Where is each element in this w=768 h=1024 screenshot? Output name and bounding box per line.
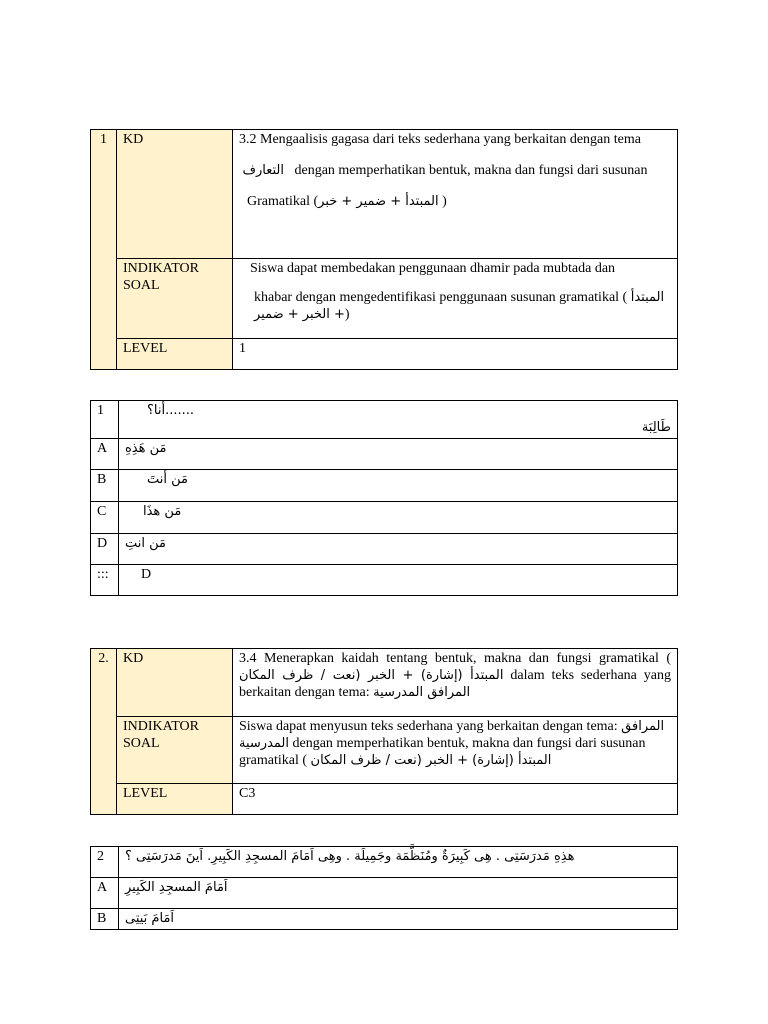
option-row bbox=[91, 470, 678, 502]
indikator-text-1: Siswa dapat menyusun teks sederhana yang berkaitan dengan tema: bbox=[239, 719, 618, 734]
answer-value: D bbox=[119, 565, 678, 596]
answer-label: ::: bbox=[91, 565, 119, 596]
indikator-description bbox=[233, 717, 678, 784]
option-row bbox=[91, 534, 678, 565]
indikator-grammar-arabic: المبتدأ (إشارة) + الخبر (نعت / ظرف المكان bbox=[310, 753, 552, 768]
kd-line-3-prefix: Gramatikal ( bbox=[247, 194, 319, 209]
kd-theme-arabic: المرافق المدرسية bbox=[373, 685, 471, 700]
kd-description bbox=[233, 649, 678, 717]
indikator-theme-arabic: المرافق المدرسية bbox=[239, 719, 665, 751]
indikator-arabic: المبتدأ + الخبر + ضمير bbox=[254, 290, 665, 322]
kd-line-3 bbox=[239, 193, 671, 210]
kd-table-2 bbox=[90, 648, 678, 815]
option-row bbox=[91, 909, 678, 930]
option-text: مَن هَذِهِ bbox=[119, 439, 678, 470]
kd-text-2: dalam teks sederhana yang berkaitan dengan tema: bbox=[239, 668, 671, 700]
question-stem: هذِهِ مَدرَسَتِى . هِى كَبِيرَةٌ ومُنَظَّمَة وجَمِيلَة . وهِى اَمَامَ المسجِدِ الكَبِيرِ. اَينَ مَدرَسَتِى ؟ bbox=[119, 847, 678, 878]
option-text: مَن هذَا bbox=[119, 502, 678, 534]
question-table-2 bbox=[90, 846, 678, 930]
option-letter: C bbox=[91, 502, 119, 534]
level-label: LEVEL bbox=[117, 339, 233, 370]
question-number: 1 bbox=[91, 401, 119, 439]
option-row bbox=[91, 878, 678, 909]
option-text: مَن أنتَ bbox=[119, 470, 678, 502]
kd-grammar-arabic: المبتدأ + ضمير + خبر bbox=[318, 194, 439, 209]
kd-line-1: 3.2 Mengaalisis gagasa dari teks sederhana yang berkaitan dengan tema bbox=[239, 132, 641, 147]
kd-theme-arabic: التعارف bbox=[242, 163, 284, 178]
option-text: اَمَامَ المسجِدِ الكَبِيرِ bbox=[119, 878, 678, 909]
question-table-1 bbox=[90, 400, 678, 596]
item-number: 2. bbox=[91, 649, 117, 815]
indikator-p2-prefix: khabar dengan mengedentifikasi penggunaan susunan gramatikal ( bbox=[254, 290, 628, 305]
item-number: 1 bbox=[91, 130, 117, 370]
indikator-p1: Siswa dapat membedakan penggunaan dhamir pada mubtada dan bbox=[250, 261, 616, 276]
question-stem-line-1: أنا؟....... bbox=[147, 403, 195, 418]
indikator-label: INDIKATOR SOAL bbox=[117, 717, 233, 784]
question-stem-line-2: طَالِبَة bbox=[641, 420, 671, 435]
option-row bbox=[91, 439, 678, 470]
option-text: مَن انتِ bbox=[119, 534, 678, 565]
question-stem bbox=[119, 401, 678, 439]
kd-table-1 bbox=[90, 129, 678, 370]
level-value: 1 bbox=[233, 339, 678, 370]
indikator-label: INDIKATOR SOAL bbox=[117, 259, 233, 339]
option-letter: B bbox=[91, 909, 119, 930]
kd-label: KD bbox=[117, 130, 233, 259]
indikator-p2-suffix: ) bbox=[344, 307, 350, 322]
kd-line-3-suffix: ) bbox=[442, 194, 447, 209]
indikator-p2 bbox=[239, 289, 671, 323]
level-value: C3 bbox=[233, 784, 678, 815]
kd-line-2-text: dengan memperhatikan bentuk, makna dan fungsi dari susunan bbox=[294, 163, 648, 178]
option-letter: A bbox=[91, 439, 119, 470]
kd-description bbox=[233, 130, 678, 259]
option-letter: B bbox=[91, 470, 119, 502]
indikator-text-2: dengan memperhatikan bentuk, makna dan fungsi dari susunan gramatikal ( bbox=[239, 736, 646, 768]
kd-grammar-arabic: المبتدأ (إشارة) + الخبر (نعت / ظرف المكان bbox=[239, 668, 504, 683]
kd-line-2 bbox=[239, 162, 671, 179]
kd-label: KD bbox=[117, 649, 233, 717]
option-letter: D bbox=[91, 534, 119, 565]
indikator-description bbox=[233, 259, 678, 339]
option-letter: A bbox=[91, 878, 119, 909]
answer-row bbox=[91, 565, 678, 596]
level-label: LEVEL bbox=[117, 784, 233, 815]
option-row bbox=[91, 502, 678, 534]
kd-text-1: 3.4 Menerapkan kaidah tentang bentuk, makna dan fungsi gramatikal ( bbox=[239, 651, 671, 666]
option-text: اَمَامَ بَيتِى bbox=[119, 909, 678, 930]
question-number: 2 bbox=[91, 847, 119, 878]
